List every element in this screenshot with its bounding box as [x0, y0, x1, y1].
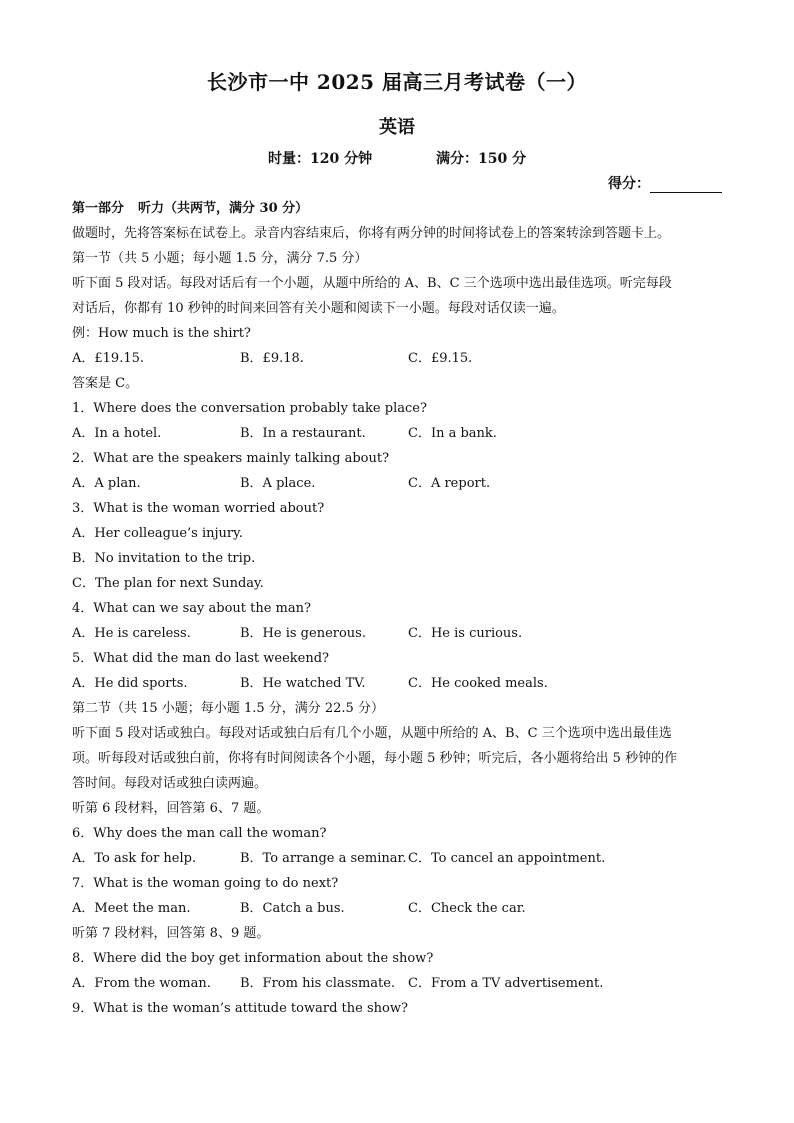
option-a: A．He did sports. — [72, 676, 188, 691]
question-8-options — [72, 971, 722, 996]
part-heading — [72, 196, 722, 221]
section1-instruction-line: 听下面 5 段对话。每段对话后有一个小题，从题中所给的 A、B、C 三个选项中选出最佳选项。听完每段 — [72, 276, 672, 291]
option-b: B．No invitation to the trip. — [72, 551, 256, 566]
material-6-note: 听第 6 段材料，回答第 6、7 题。 — [72, 801, 270, 816]
question-7: 7．What is the woman going to do next? — [72, 876, 339, 891]
question-6: 6．Why does the man call the woman? — [72, 826, 327, 841]
question-4-options — [72, 621, 722, 646]
option-c: C．The plan for next Sunday. — [72, 576, 264, 591]
question-2: 2．What are the speakers mainly talking about? — [72, 451, 390, 466]
material-7-note: 听第 7 段材料，回答第 8、9 题。 — [72, 926, 270, 941]
option-c: C．He is curious. — [408, 626, 523, 641]
option-c: C．He cooked meals. — [408, 676, 548, 691]
option-a: A．To ask for help. — [72, 851, 197, 866]
section1-heading: 第一节（共 5 小题；每小题 1.5 分，满分 7.5 分） — [72, 251, 368, 266]
time-limit: 时量：120 分钟 — [268, 151, 373, 167]
section2-heading: 第二节（共 15 小题；每小题 1.5 分，满分 22.5 分） — [72, 701, 384, 716]
part-instruction: 做题时，先将答案标在试卷上。录音内容结束后，你将有两分钟的时间将试卷上的答案转涂到答题卡上。 — [72, 226, 671, 241]
example-options — [72, 346, 722, 371]
option-b: B．Catch a bus. — [240, 901, 345, 916]
question-3: 3．What is the woman worried about? — [72, 501, 325, 516]
option-a: A．He is careless. — [72, 626, 191, 641]
option-a: A．£19.15. — [72, 351, 145, 366]
full-score: 满分：150 分 — [436, 151, 527, 167]
option-a: A．From the woman. — [72, 976, 211, 991]
section2-instruction-line: 项。听每段对话或独白前，你将有时间阅读各个小题，每小题 5 秒钟；听完后，各小题将给出 5 秒钟的作 — [72, 751, 678, 766]
question-6-options — [72, 846, 722, 871]
option-b: B．To arrange a seminar. — [240, 851, 407, 866]
exam-title: 长沙市一中 2025 届高三月考试卷（一） — [206, 70, 588, 94]
question-7-options — [72, 896, 722, 921]
exam-content — [72, 196, 722, 1021]
score-label: 得分： — [608, 176, 650, 192]
option-b: B．In a restaurant. — [240, 426, 366, 441]
example-answer: 答案是 C。 — [72, 376, 139, 391]
section1-instruction-line: 对话后，你都有 10 秒钟的时间来回答有关小题和阅读下一小题。每段对话仅读一遍。 — [72, 301, 565, 316]
option-c: C．To cancel an appointment. — [408, 851, 606, 866]
question-8: 8．Where did the boy get information about the show? — [72, 951, 434, 966]
option-b: B．He is generous. — [240, 626, 366, 641]
option-a: A．Meet the man. — [72, 901, 191, 916]
option-c: C．From a TV advertisement. — [408, 976, 604, 991]
option-c: C．A report. — [408, 476, 491, 491]
option-a: A．A plan. — [72, 476, 141, 491]
score-field — [608, 173, 722, 193]
option-b: B．A place. — [240, 476, 316, 491]
part-heading-text: 听力（共两节，满分 30 分） — [138, 201, 309, 216]
section2-instruction-line: 听下面 5 段对话或独白。每段对话或独白后有几个小题，从题中所给的 A、B、C 三个选项中选出最佳选 — [72, 726, 672, 741]
option-c: C．In a bank. — [408, 426, 497, 441]
question-2-options — [72, 471, 722, 496]
option-a: A．Her colleague’s injury. — [72, 526, 243, 541]
example-question: 例：How much is the shirt? — [72, 326, 251, 341]
question-5: 5．What did the man do last weekend? — [72, 651, 330, 666]
question-1-options — [72, 421, 722, 446]
option-a: A．In a hotel. — [72, 426, 162, 441]
score-blank — [650, 178, 722, 193]
option-b: B．£9.18. — [240, 351, 304, 366]
option-b: B．From his classmate. — [240, 976, 396, 991]
part-heading-number: 第一部分 — [72, 201, 125, 216]
question-5-options — [72, 671, 722, 696]
question-9: 9．What is the woman’s attitude toward the show? — [72, 1001, 408, 1016]
option-c: C．£9.15. — [408, 351, 473, 366]
option-b: B．He watched TV. — [240, 676, 366, 691]
subject-title: 英语 — [379, 117, 415, 138]
question-1: 1．Where does the conversation probably take place? — [72, 401, 427, 416]
option-c: C．Check the car. — [408, 901, 526, 916]
section2-instruction-line: 答时间。每段对话或独白读两遍。 — [72, 776, 268, 791]
question-4: 4．What can we say about the man? — [72, 601, 311, 616]
